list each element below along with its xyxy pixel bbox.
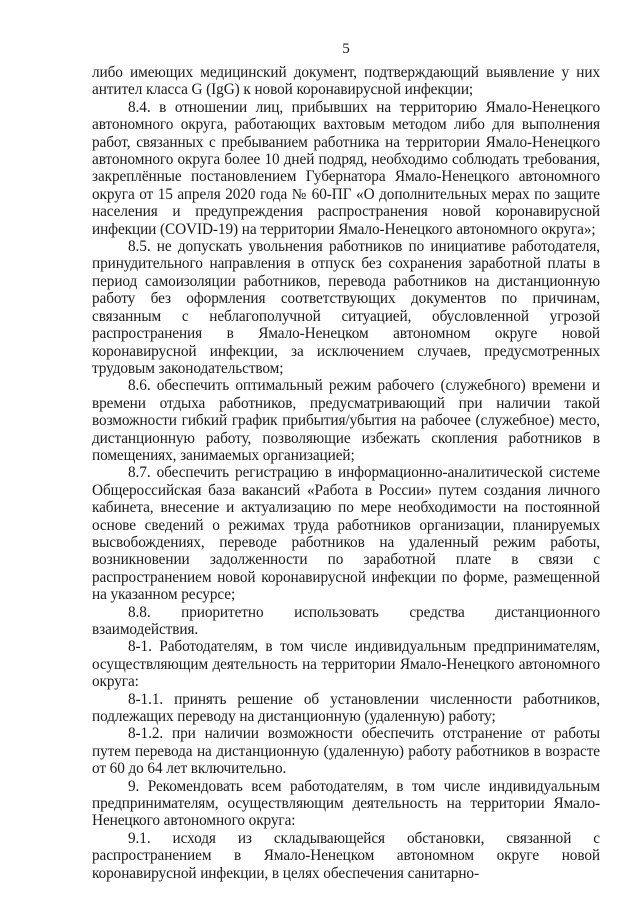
paragraph-8-7: 8.7. обеспечить регистрацию в информационно-аналитической системе Общероссийская база вакансий «Работа в России» путем создания личного кабинета, внесение и актуализацию по мере необходимости на постоянной основе сведений о режимах труда работников организации, планируемых высвобождениях, переводе работников на удаленный режим работы, возникновении задолженности по заработной плате в связи с распространением новой коронавирусной инфекции по форме, размещенной на указанном ресурсе;: [92, 464, 600, 604]
paragraph-9: 9. Рекомендовать всем работодателям, в том числе индивидуальным предпринимателям, осуществляющим деятельность на территории Ямало-Ненецкого автономного округа:: [92, 777, 600, 830]
paragraph-continuation: либо имеющих медицинский документ, подтверждающий выявление у них антител класса G (IgG) к новой коронавирусной инфекции;: [92, 64, 600, 99]
paragraph-8-8: 8.8. приоритетно использовать средства дистанционного взаимодействия.: [92, 603, 600, 638]
paragraph-8-5: 8.5. не допускать увольнения работников по инициативе работодателя, принудительного направления в отпуск без сохранения заработной платы в период самоизоляции работников, перевода работников на дистанционную работу без оформления соответствующих документов по причинам, связанным с неблагополучной ситуацией, обусловленной угрозой распространения в Ямало-Ненецком автономном округе новой коронавирусной инфекции, за исключением случаев, предусмотренных трудовым законодательством;: [92, 238, 600, 377]
paragraph-8-1-2: 8-1.2. при наличии возможности обеспечить отстранение от работы путем перевода на дистанционную (удаленную) работу работников в возрасте от 60 до 64 лет включительно.: [92, 725, 600, 778]
paragraph-8-1-1: 8-1.1. принять решение об установлении численности работников, подлежащих переводу на дистанционную (удаленную) работу;: [92, 690, 600, 726]
paragraph-8-1: 8-1. Работодателям, в том числе индивидуальным предпринимателям, осуществляющим деятельность на территории Ямало-Ненецкого автономного округа:: [92, 638, 600, 691]
paragraph-8-6: 8.6. обеспечить оптимальный режим рабочего (служебного) времени и времени отдыха работников, предусматривающий при наличии такой возможности гибкий график прибытия/убытия на рабочее (служебное) место, дистанционную работу, позволяющие избежать скопления работников в помещениях, занимаемых организацией;: [92, 377, 600, 464]
page-number: 5: [342, 41, 350, 57]
paragraph-9-1: 9.1. исходя из складывающейся обстановки, связанной с распространением в Ямало-Ненецком автономном округе новой коронавирусной инфекции, в целях обеспечения санитарно-: [92, 829, 600, 882]
paragraph-8-4: 8.4. в отношении лиц, прибывших на территорию Ямало-Ненецкого автономного округа, работающих вахтовым методом либо для выполнения работ, связанных с пребыванием работника на территории Ямало-Ненецкого автономного округа более 10 дней подряд, необходимо соблюдать требования, закреплённые постановлением Губернатора Ямало-Ненецкого автономного округа от 15 апреля 2020 года № 60-ПГ «О дополнительных мерах по защите населения и предупреждения распространения новой коронавирусной инфекции (COVID-19) на территории Ямало-Ненецкого автономного округа»;: [92, 98, 600, 238]
